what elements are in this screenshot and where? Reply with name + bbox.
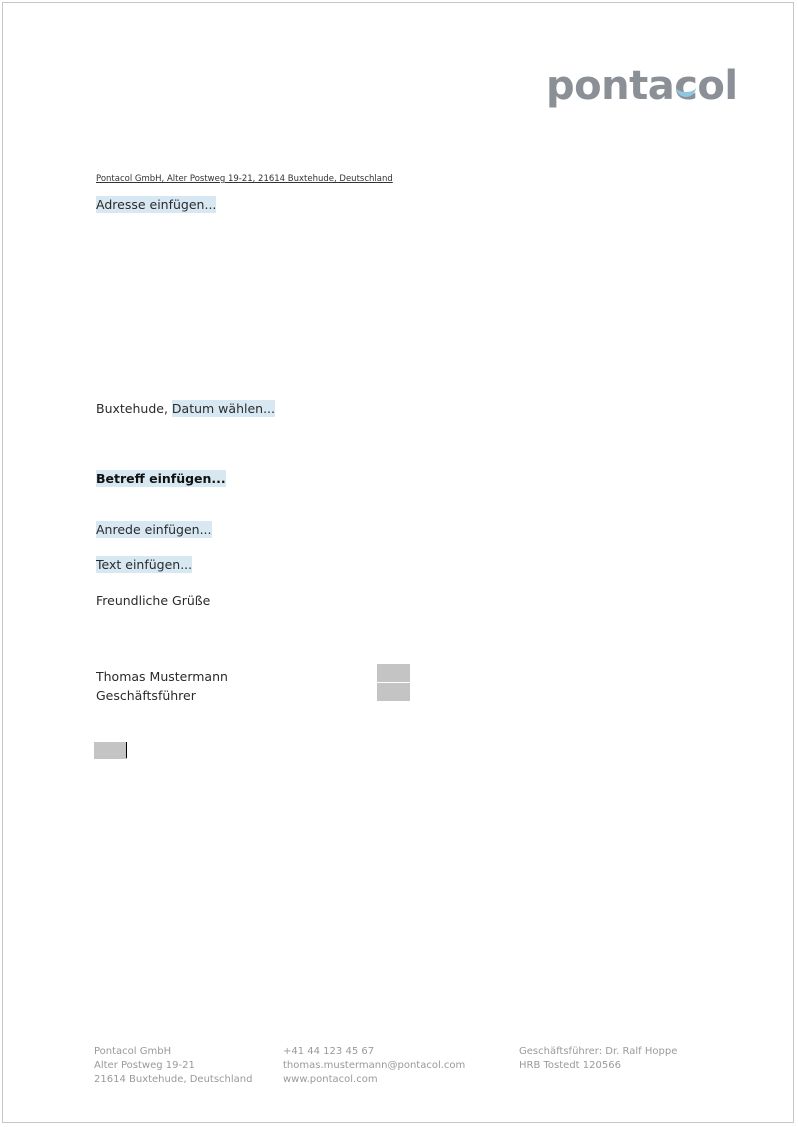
address-placeholder[interactable]: Adresse einfügen... — [96, 197, 217, 212]
date-prefix: Buxtehude, — [96, 401, 168, 416]
salutation-field[interactable] — [96, 522, 212, 537]
letter-page — [2, 2, 794, 1123]
closing-text: Freundliche Grüße — [96, 593, 211, 608]
subject-placeholder[interactable]: Betreff einfügen... — [96, 471, 226, 486]
footer-website: www.pontacol.com — [283, 1074, 378, 1085]
footer-contact-column — [283, 1045, 465, 1087]
date-line — [96, 401, 275, 416]
logo-text-end: ol — [697, 63, 738, 109]
body-text-placeholder[interactable]: Text einfügen... — [96, 557, 193, 572]
body-text-field[interactable] — [96, 557, 192, 572]
logo-accent-letter: c — [674, 63, 698, 109]
footer-registry: HRB Tostedt 120566 — [519, 1060, 621, 1071]
signature-field-box-2[interactable] — [377, 683, 410, 701]
subject-field[interactable] — [96, 471, 226, 486]
footer-phone: +41 44 123 45 67 — [283, 1046, 375, 1057]
logo-text-start: ponta — [546, 63, 675, 109]
sender-address-line: Pontacol GmbH, Alter Postweg 19-21, 21614 Buxtehude, Deutschland — [96, 174, 393, 184]
footer-legal-column — [519, 1045, 677, 1073]
text-cursor — [126, 742, 127, 758]
footer-street: Alter Postweg 19-21 — [94, 1060, 195, 1071]
footer-managing-director: Geschäftsführer: Dr. Ralf Hoppe — [519, 1046, 678, 1057]
footer-company-column — [94, 1045, 252, 1087]
signature-name: Thomas Mustermann — [96, 669, 228, 684]
address-field[interactable] — [96, 197, 216, 212]
signature-field-box-1[interactable] — [377, 664, 410, 682]
salutation-placeholder[interactable]: Anrede einfügen... — [96, 522, 212, 537]
signature-title: Geschäftsführer — [96, 688, 196, 703]
footer-company-name: Pontacol GmbH — [94, 1046, 172, 1057]
footer-city: 21614 Buxtehude, Deutschland — [94, 1074, 253, 1085]
company-logo — [546, 61, 738, 111]
attachment-field-box[interactable] — [94, 742, 127, 759]
date-picker-placeholder[interactable]: Datum wählen... — [171, 401, 275, 416]
footer-email: thomas.mustermann@pontacol.com — [283, 1060, 466, 1071]
